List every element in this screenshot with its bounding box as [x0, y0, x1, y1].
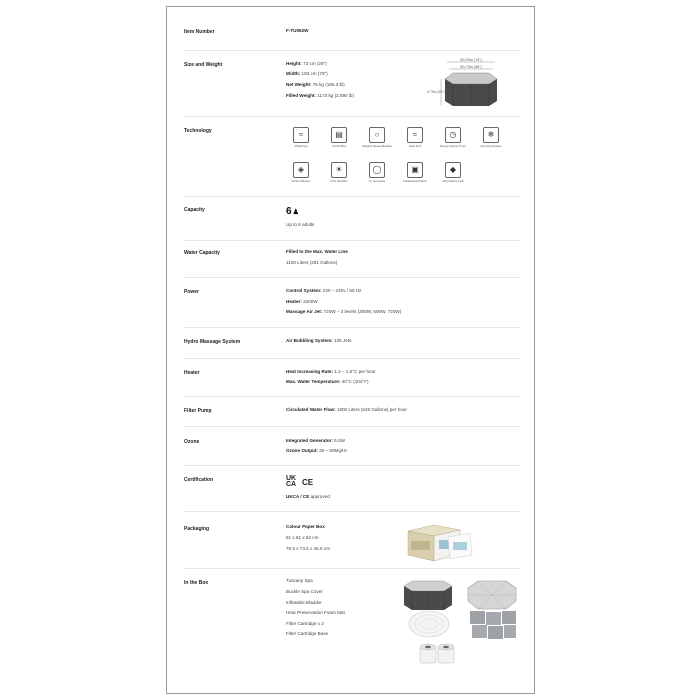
- dim-height-label: 0.73m (29"): [427, 90, 445, 94]
- heater-rate: Heat Increasing Rate: 1.2 – 1.6°C per hour: [286, 369, 376, 374]
- value-width: Width: 193 cm (76"): [286, 71, 328, 76]
- box-item: Filter Cartridge Base: [286, 631, 329, 636]
- power-jet: Massage Air Jet: 720W – 3 levels (300W, 500W, 720W): [286, 309, 402, 314]
- hydro-value: Air Bubbling System: 136 Jets: [286, 338, 352, 343]
- ce-mark: CE: [302, 478, 314, 487]
- box-item: Heat Preservation Foam Mat: [286, 610, 345, 615]
- label-in-the-box: In the Box: [184, 580, 209, 586]
- ukca-mark: UK CA: [286, 475, 297, 489]
- row-capacity: [184, 197, 520, 241]
- row-hydro-massage: [184, 328, 520, 359]
- row-water-capacity: [184, 241, 520, 278]
- capacity-number: 6♟: [286, 206, 299, 217]
- capacity-text: Up to 6 adults: [286, 222, 315, 227]
- row-size-weight: [184, 51, 520, 117]
- row-item-number: [184, 21, 520, 51]
- tech-label-smart-filtration: Smart Filtration: [291, 179, 311, 183]
- water-capacity-line2: 1100 Liters (291 Gallons): [286, 260, 338, 265]
- label-water-capacity: Water Capacity: [184, 250, 220, 256]
- row-certification: [184, 466, 520, 512]
- antibacterial-icon: ▣: [407, 162, 423, 178]
- box-item: Filter Cartridge x 2: [286, 621, 324, 626]
- row-filter-pump: [184, 397, 520, 427]
- ozone-generator: Integrated Generator: 5.5W: [286, 438, 345, 443]
- lock-icon: ◆: [445, 162, 461, 178]
- packaging-line1: 61 x 61 x 62 cm: [286, 535, 319, 540]
- label-certification: Certification: [184, 477, 214, 483]
- filtration-icon: ◈: [293, 162, 309, 178]
- value-filled-weight: Filled Weight: 1173 kg (2,590 lb): [286, 93, 354, 98]
- row-in-the-box: [184, 569, 520, 675]
- label-packaging: Packaging: [184, 526, 210, 532]
- filter-cartridge-image: [416, 641, 460, 667]
- tech-label-heat-tech: Heat Tech: [408, 144, 422, 148]
- bubbles-icon: ○: [369, 127, 385, 143]
- control-box-icon: ▤: [331, 127, 347, 143]
- filter-pump-value: Circulated Water Flow: 1800 Liters (545 Gallons) per hour: [286, 407, 407, 412]
- spa-tub-image: [400, 577, 456, 613]
- spa-cover-image: [464, 577, 520, 613]
- row-packaging: [184, 512, 520, 569]
- spa-dimension-diagram: [427, 55, 507, 113]
- row-power: [184, 278, 520, 328]
- people-icon: ♟: [292, 209, 299, 216]
- tech-label-variable-speed: Variable Speed Bubbles: [362, 144, 392, 148]
- box-item: Tuscany Spa: [286, 578, 313, 583]
- heat-tech-icon: ≈: [407, 127, 423, 143]
- row-ozone: [184, 427, 520, 466]
- packaging-title: Colour Paper Box: [286, 524, 325, 529]
- ozone-icon: ◯: [369, 162, 385, 178]
- inflatable-bladder-image: [406, 609, 452, 639]
- certification-approved: UKCA / CE approved: [286, 494, 330, 499]
- row-technology: [184, 117, 520, 197]
- spec-sheet: [166, 6, 535, 694]
- value-height: Height: 73 cm (29"): [286, 61, 327, 66]
- dim-inner-label: Ø1.73m (68"): [460, 65, 482, 69]
- box-item: Buckle Spa Cover: [286, 589, 323, 594]
- value-item-number: F-TU062W: [286, 28, 309, 33]
- wifi-app-icon: ≈: [293, 127, 309, 143]
- row-heater: [184, 359, 520, 397]
- tech-label-control-box: Control Box: [331, 144, 347, 148]
- tech-label-energy-timer: Energy Saving Timer: [440, 144, 466, 148]
- timer-icon: ◷: [445, 127, 461, 143]
- uvc-icon: ☀: [331, 162, 347, 178]
- label-technology: Technology: [184, 128, 212, 134]
- water-capacity-line1: Filled to the Max. Water Line: [286, 249, 348, 254]
- anti-icing-icon: ❄: [483, 127, 499, 143]
- tech-label-child-lock: Child Safety Lock: [442, 179, 464, 183]
- power-control: Control System: 220 – 240v / 50 Hz: [286, 288, 362, 293]
- label-item-number: Item Number: [184, 29, 215, 35]
- foam-mat-image: [466, 609, 518, 641]
- label-ozone: Ozone: [184, 439, 200, 445]
- label-size-weight: Size and Weight: [184, 62, 223, 68]
- label-hydro: Hydro Massage System: [184, 339, 241, 345]
- ozone-output: Ozone Output: 30 – 50Mg/Hr: [286, 448, 348, 453]
- power-heater: Heater: 2200W: [286, 299, 318, 304]
- label-power: Power: [184, 289, 200, 295]
- value-net-weight: Net Weight: 75 kg (165.3 lb): [286, 82, 345, 87]
- label-filter-pump: Filter Pump: [184, 408, 212, 414]
- box-item: Inflatable Bladder: [286, 600, 322, 605]
- label-heater: Heater: [184, 370, 200, 376]
- packaging-box-image: [404, 521, 474, 563]
- tech-label-mspa-app: MSpa App: [294, 144, 308, 148]
- label-capacity: Capacity: [184, 207, 205, 213]
- tech-label-o3: O₃ Generator: [368, 179, 386, 183]
- tech-label-anti-icing: Anti-Icing System: [480, 144, 502, 148]
- heater-max: Max. Water Temperature: 40°C (104°F): [286, 379, 369, 384]
- tech-label-uvc: UVC Sanitizer: [330, 179, 348, 183]
- dim-top-label: Ø1.93m (76"): [460, 58, 482, 62]
- packaging-line2: 76.5 x 73.5 x 45.5 cm: [286, 546, 330, 551]
- tech-label-antibacterial: Antibacterial Fabric: [403, 179, 427, 183]
